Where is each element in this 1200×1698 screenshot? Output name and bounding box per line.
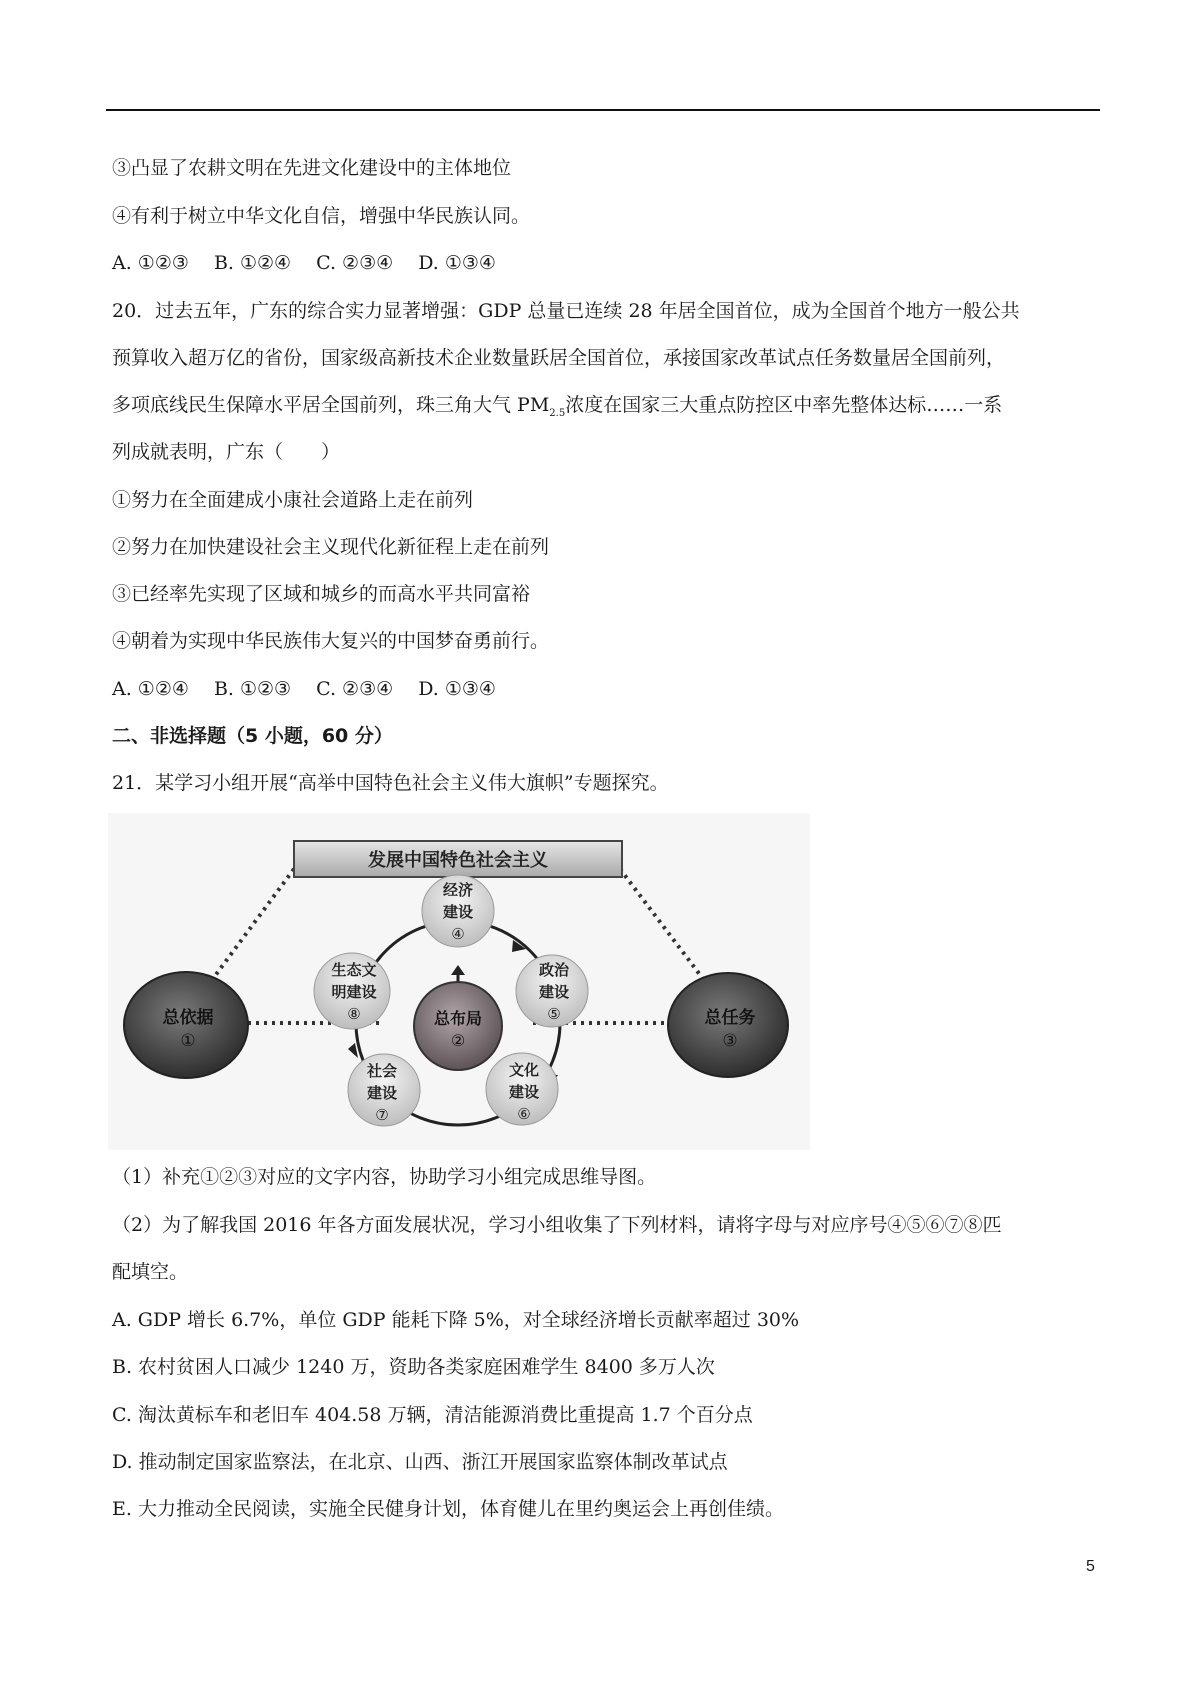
option-3-q19: ③凸显了农耕文明在先进文化建设中的主体地位	[112, 157, 512, 179]
answer-choices-q20: A. ①②④ B. ①②③ C. ②③④ D. ①③④	[112, 678, 496, 700]
node-politics-l2: 建设	[538, 983, 570, 1001]
connector-title-right	[620, 869, 710, 988]
mind-map-svg	[108, 813, 810, 1150]
node-ecology-num: ⑧	[347, 1005, 361, 1023]
q20-line-4: 列成就表明，广东（ ）	[112, 441, 341, 463]
material-d: D. 推动制定国家监察法，在北京、山西、浙江开展国家监察体制改革试点	[112, 1451, 728, 1473]
node-center-label: 总布局	[433, 1009, 483, 1028]
section-heading: 二、非选择题（5 小题，60 分）	[112, 725, 393, 747]
node-ecology-l1: 生态文	[331, 961, 377, 979]
node-ecology-l2: 明建设	[331, 983, 377, 1001]
node-economy-num: ④	[451, 925, 465, 943]
node-culture-l2: 建设	[508, 1083, 540, 1101]
center-up-arrowhead	[451, 965, 465, 975]
connector-title-left	[206, 869, 294, 988]
material-a: A. GDP 增长 6.7%，单位 GDP 能耗下降 5%，对全球经济增长贡献率超过 30%	[112, 1309, 800, 1331]
material-e: E. 大力推动全民阅读，实施全民健身计划，体育健儿在里约奥运会上再创佳绩。	[112, 1498, 784, 1520]
node-right-label: 总任务	[704, 1008, 756, 1028]
option-3-q20: ③已经率先实现了区域和城乡的而高水平共同富裕	[112, 583, 531, 605]
node-society-l2: 建设	[366, 1084, 398, 1102]
node-culture-l1: 文化	[508, 1061, 540, 1079]
node-culture-num: ⑥	[517, 1105, 531, 1123]
diagram-title: 发展中国特色社会主义	[368, 850, 548, 871]
option-4-q19: ④有利于树立中华文化自信，增强中华民族认同。	[112, 205, 531, 227]
pm-subscript: 2.5	[549, 407, 566, 419]
option-4-q20: ④朝着为实现中华民族伟大复兴的中国梦奋勇前行。	[112, 630, 550, 652]
q20-line-3-a: 多项底线民生保障水平居全国前列，珠三角大气 PM	[112, 394, 550, 416]
material-c: C. 淘汰黄标车和老旧车 404.58 万辆，清洁能源消费比重提高 1.7 个百分点	[112, 1404, 753, 1426]
node-left-label: 总依据	[162, 1008, 214, 1028]
node-society-l1: 社会	[366, 1062, 398, 1080]
q21-part-2-line-1: （2）为了解我国 2016 年各方面发展状况，学习小组收集了下列材料，请将字母与对应序号④⑤⑥⑦⑧匹	[112, 1214, 1002, 1236]
node-society-num: ⑦	[375, 1106, 389, 1124]
ring-arrow-4	[348, 1043, 358, 1058]
page-number: 5	[1086, 1558, 1095, 1575]
option-1-q20: ①努力在全面建成小康社会道路上走在前列	[112, 489, 474, 511]
node-left-num: ①	[180, 1031, 196, 1051]
option-2-q20: ②努力在加快建设社会主义现代化新征程上走在前列	[112, 536, 550, 558]
answer-choices-q19: A. ①②③ B. ①②④ C. ②③④ D. ①③④	[112, 252, 496, 274]
node-politics-num: ⑤	[547, 1005, 561, 1023]
q21-part-2-line-2: 配填空。	[112, 1261, 189, 1283]
q20-line-1: 20．过去五年，广东的综合实力显著增强：GDP 总量已连续 28 年居全国首位，成为全国首个地方一般公共	[112, 300, 1020, 322]
header-rule	[106, 109, 1100, 111]
q20-line-2: 预算收入超万亿的省份，国家级高新技术企业数量跃居全国首位，承接国家改革试点任务数量居全国前列，	[112, 347, 1006, 369]
mind-map-diagram	[108, 813, 810, 1150]
q20-line-3	[112, 393, 1002, 426]
q20-line-3-b: 浓度在国家三大重点防控区中率先整体达标……一系	[565, 394, 1003, 416]
node-center-num: ②	[450, 1031, 466, 1050]
q21-stem: 21．某学习小组开展“高举中国特色社会主义伟大旗帜”专题探究。	[112, 772, 669, 794]
material-b: B. 农村贫困人口减少 1240 万，资助各类家庭困难学生 8400 多万人次	[112, 1356, 715, 1378]
node-economy-l2: 建设	[442, 903, 474, 921]
q21-part-1: （1）补充①②③对应的文字内容，协助学习小组完成思维导图。	[112, 1166, 657, 1188]
node-economy-l1: 经济	[442, 881, 474, 899]
node-right-num: ③	[722, 1031, 738, 1051]
node-politics-l1: 政治	[538, 961, 570, 979]
